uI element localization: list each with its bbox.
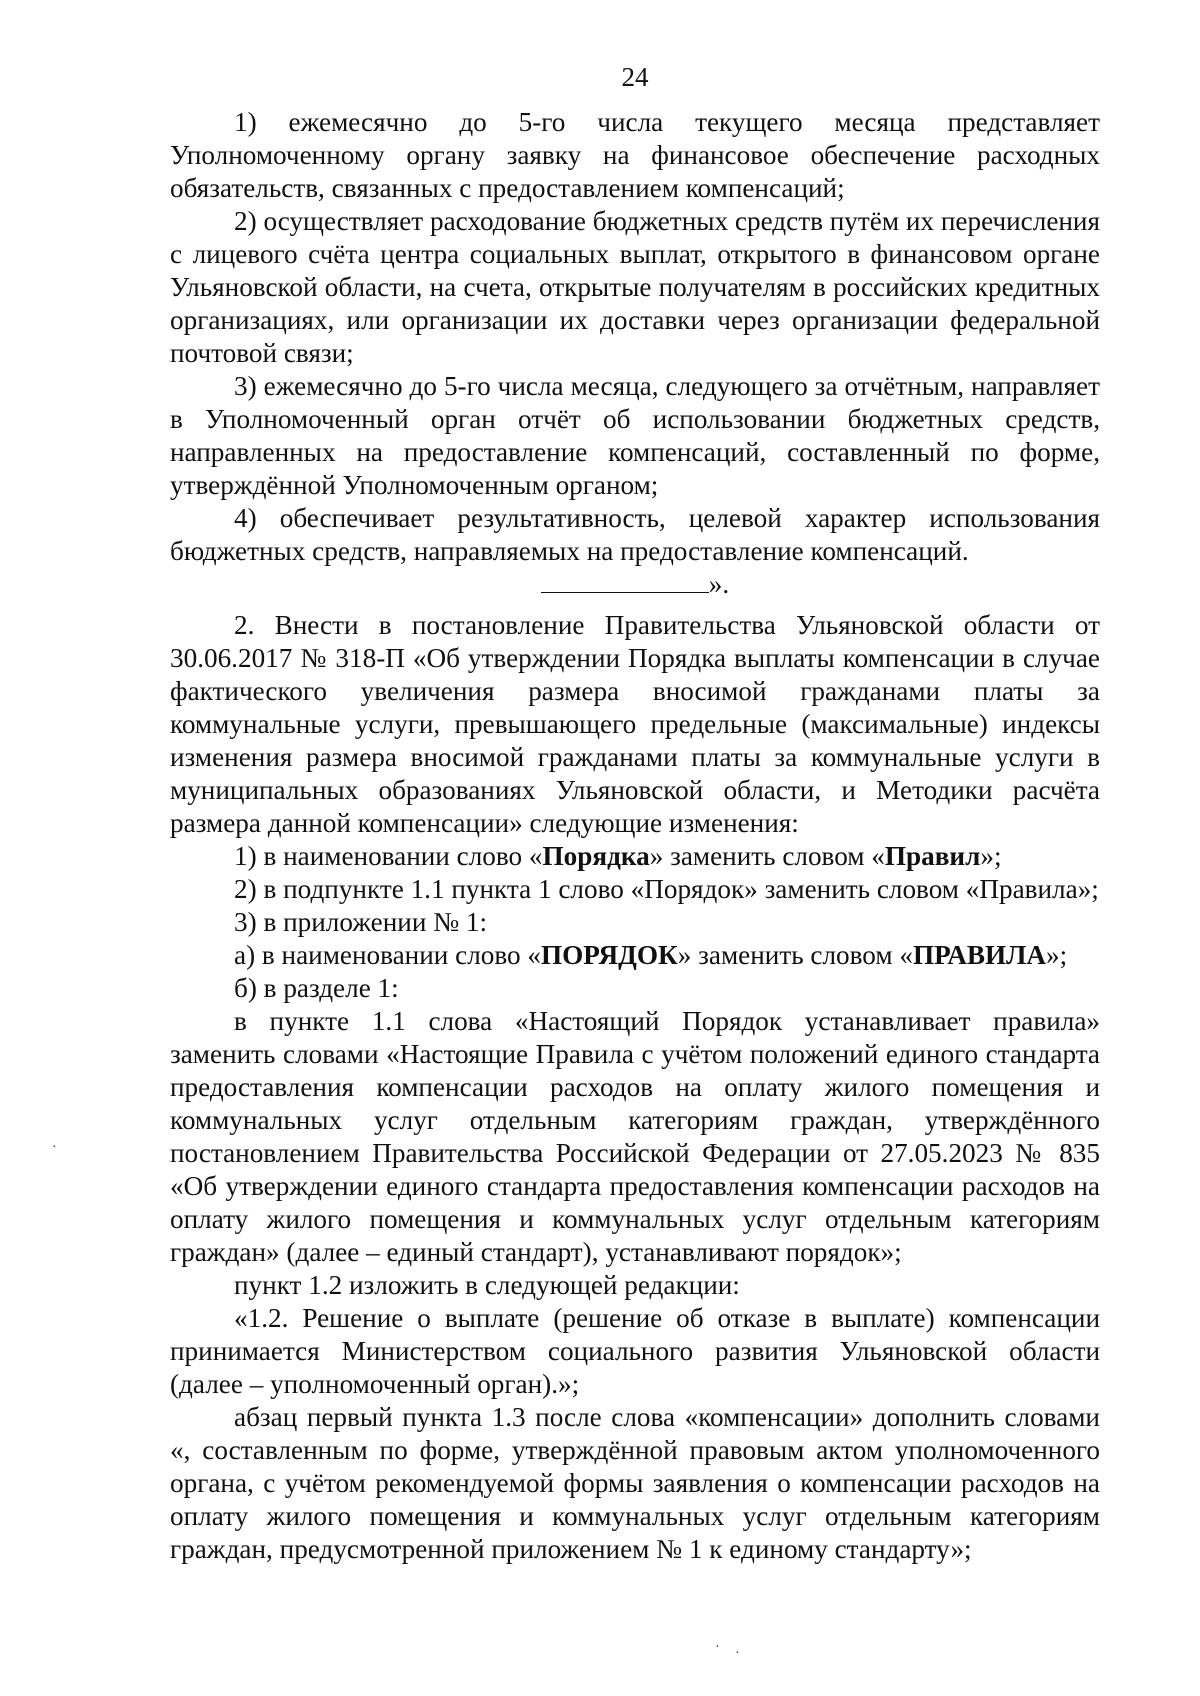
scan-speck: · <box>52 1140 57 1155</box>
bold-word-pravil: Правил <box>884 841 981 871</box>
closing-line <box>170 568 1100 601</box>
page-number: 24 <box>621 62 649 92</box>
bold-word-pravila: ПРАВИЛА <box>912 940 1047 970</box>
item-p12-text: «1.2. Решение о выплате (решение об отказе в выплате) компенсации принимается Министерством социального развития Ульяновской области (далее – уполномоченный орган).»; <box>170 1303 1100 1399</box>
item-3: 3) в приложении № 1: <box>234 907 488 937</box>
paragraph-2: 2) осуществляет расходование бюджетных средств путём их перечисления с лицевого счёта центра социальных выплат, открытого в финансовом органе Ульяновской области, на счета, открытые получателям в российских кредитных организациях, или организации их доставки через организации федеральной почтовой связи; <box>170 206 1100 368</box>
item-3b: б) в разделе 1: <box>234 973 399 1003</box>
item-p12: пункт 1.2 изложить в следующей редакции: <box>234 1270 740 1300</box>
scan-speck: · <box>735 1646 740 1661</box>
item-3b-text: в пункте 1.1 слова «Настоящий Порядок устанавливает правила» заменить словами «Настоящие Правила с учётом положений единого стандарта предоставления компенсации расходов на оплату жилого помещения и коммунальных услуг отдельным категориям граждан, утверждённого постановлением Правительства Российской Федерации от 27.05.2023 № 835 «Об утверждении единого стандарта предоставления компенсации расходов на оплату жилого помещения и коммунальных услуг отдельным категориям граждан» (далее – единый стандарт), устанавливают порядок»; <box>170 1006 1100 1267</box>
section-2-intro: 2. Внести в постановление Правительства Ульяновской области от 30.06.2017 № 318-П «Об утверждении Порядка выплаты компенсации в случае фактического увеличения размера вносимой гражданами платы за коммунальные услуги, превышающего предельные (максимальные) индексы изменения размера вносимой гражданами платы за коммунальные услуги в муниципальных образованиях Ульяновской области, и Методики расчёта размера данной компенсации» следующие изменения: <box>170 610 1100 838</box>
paragraph-1: 1) ежемесячно до 5-го числа текущего месяца представляет Уполномоченному органу заявку на финансовое обеспечение расходных обязательств, связанных с предоставлением компенсаций; <box>170 107 1100 203</box>
bold-word-poryadka: Порядка <box>542 841 650 871</box>
item-1: 1) в наименовании слово «Порядка» заменить словом «Правил»; <box>234 841 1002 871</box>
paragraph-3: 3) ежемесячно до 5-го числа месяца, следующего за отчётным, направляет в Уполномоченный орган отчёт об использовании бюджетных средств, направленных на предоставление компенсаций, составленный по форме, утверждённой Уполномоченным органом; <box>170 371 1100 500</box>
item-p13: абзац первый пункта 1.3 после слова «компенсации» дополнить словами «, составленным по форме, утверждённой правовым актом уполномоченного органа, с учётом рекомендуемой формы заявления о компенсации расходов на оплату жилого помещения и коммунальных услуг отдельным категориям граждан, предусмотренной приложением № 1 к единому стандарту»; <box>170 1402 1100 1564</box>
document-body <box>170 106 1100 1566</box>
bold-word-poryadok: ПОРЯДОК <box>541 940 678 970</box>
closing-mark: ». <box>708 569 730 599</box>
closing-rule <box>541 568 709 593</box>
scan-speck: · <box>715 1640 720 1655</box>
paragraph-4: 4) обеспечивает результативность, целевой характер использования бюджетных средств, направляемых на предоставление компенсаций. <box>170 503 1100 566</box>
item-2: 2) в подпункте 1.1 пункта 1 слово «Порядок» заменить словом «Правила»; <box>234 874 1099 904</box>
item-3a: а) в наименовании слово «ПОРЯДОК» заменить словом «ПРАВИЛА»; <box>234 940 1068 970</box>
